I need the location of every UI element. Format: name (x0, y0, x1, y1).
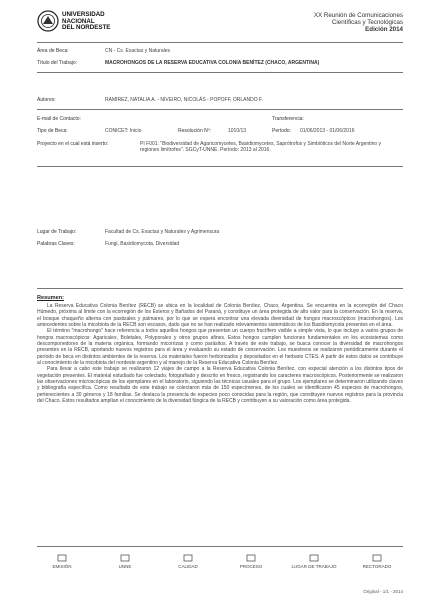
stamp-icon (57, 554, 67, 562)
title-label: Título del Trabajo: (37, 60, 78, 66)
conference-edition: Edición 2014 (365, 26, 403, 34)
footer-emision (32, 554, 92, 569)
period-label: Período: (272, 128, 291, 134)
conference-line2: Científicas y Tecnológicas (331, 19, 403, 27)
footer-calidad (158, 554, 218, 569)
resolution-value: 1010/13 (228, 128, 247, 134)
header-divider (37, 42, 403, 43)
university-name (62, 12, 110, 32)
university-line1: UNIVERSIDAD (62, 11, 105, 18)
footer-rectorado-label: RECTORADO (362, 564, 392, 569)
abstract-paragraph-1: La Reserva Educativa Colonia Benítez (RECB) se ubica en la localidad de Colonia Benítez, Chaco, Argentina. Se encuentra en la ecorregión del Chaco Húmedo, próxima al límite con la ecorregión de los Esteros y Bañados del Paraná, y constituye un área protegida de alto valor para la conservación. En la reserva, el bosque chaqueño alterna con pastizales y palmares, por lo que se espera encontrar una elevada diversidad de hongos macroscópicos (macrohongos). Los antecedentes sobre la micobiota de la RECB son escasos, dado que no se han realizado relevamientos sistemáticos de los Basidiomycota presentes en el área. (37, 303, 403, 329)
project-label: Proyecto en el cual está inserto: (37, 141, 109, 147)
period-value: 01/06/2013 - 01/06/2016 (300, 128, 355, 134)
title-value: MACROHONGOS DE LA RESERVA EDUCATIVA COLONIA BENÍTEZ (CHACO, ARGENTINA) (105, 60, 320, 66)
workplace-label: Lugar de Trabajo: (37, 229, 77, 235)
footer-emision-label: EMISIÓN (52, 564, 72, 569)
contact-label: E-mail de Contacto: (37, 116, 81, 122)
conference-line1: XX Reunión de Comunicaciones (313, 12, 403, 19)
footer-lugar (284, 554, 344, 569)
university-line2: NACIONAL (62, 17, 95, 25)
abstract-title: Resumen: (37, 295, 65, 301)
project-value: PI F001: "Biodiversidad de Agaricomycetes, Basidiomycetes, Saprótrofos y Simbióticos del Norte Argentino y regiones limítrofes". SGCyT-UNNE. Período: 2013 al 2016. (140, 141, 382, 154)
footer-proceso-label: PROCESO (239, 564, 263, 569)
footer-proceso (221, 554, 281, 569)
footer-lugar-label: LUGAR DE TRABAJO (291, 564, 337, 569)
footer-divider (37, 546, 403, 547)
footer-calidad-label: CALIDAD (178, 564, 198, 569)
abstract-paragraph-3: Para llevar a cabo este trabajo se realizaron 12 viajes de campo a la Reserva Educativa Colonia Benítez, con especial atención a los distintos tipos de vegetación presentes. El material estudiado fue colectado, fotografiado y descrito en fresco, registrando los caracteres macroscópicos. Posteriormente se realizaron las observaciones microscópicas de los ejemplares en el laboratorio, siguiendo las técnicas usuales para el grupo. Los ejemplares se determinaron utilizando claves y bibliografía específica. Como resultado de este trabajo se colectaron más de 150 especímenes, de los cuales se identificaron 45 especies de macrohongos, pertenecientes a 30 géneros y 18 familias. Se destaca la presencia de especies poco conocidas para la región, que constituyen nuevos registros para la provincia del Chaco. Estos resultados amplían el conocimiento de la diversidad fúngica de la RECB y contribuyen a su valoración como área protegida. (37, 366, 403, 405)
divider-3 (37, 166, 403, 167)
keywords-label: Palabras Claves: (37, 241, 75, 247)
footer-unne (95, 554, 155, 569)
resolution-label: Resolución Nº: (178, 128, 211, 134)
divider-2 (37, 109, 403, 110)
footer-rectorado (347, 554, 407, 569)
footer-unne-label: UNNE (118, 564, 132, 569)
stamp-icon (246, 554, 256, 562)
workplace-value: Facultad de Cs. Exactas y Naturales y Agrimensura (105, 229, 220, 235)
beca-type-label: Tipo de Beca: (37, 128, 68, 134)
stamp-icon (183, 554, 193, 562)
university-line3: DEL NORDESTE (62, 24, 111, 32)
abstract-paragraph-2: El término "macrohongo" hace referencia a todos aquellos hongos que presentan un cuerpo fructífero visible a simple vista, lo que incluye a varios grupos de hongos macroscópicos: Agaricales, Boletales, Polyporales y otros grupos afines. Estos hongos cumplen funciones fundamentales en los ecosistemas como descomponedores de la materia orgánica, formando micorrizas y como parásitos. A través de este trabajo, se busca conocer la diversidad de macrohongos presentes en la RECB, aportando nuevos registros para el área y evaluando su estado de conservación. Los muestreos se realizaron periódicamente durante el período de beca en distintos ambientes de la reserva. Los materiales fueron herborizados y depositados en el herbario CTES. A partir de estos datos se contribuye al conocimiento de la micobiota del nordeste argentino y al manejo de la Reserva Educativa Colonia Benítez. (37, 328, 403, 367)
stamp-icon (372, 554, 382, 562)
authors-value: RAMIREZ, NATALIA A. - NIVEIRO, NICOLÁS - POPOFF, ORLANDO F. (105, 97, 263, 103)
authors-label: Autores: (37, 97, 56, 103)
stamp-icon (309, 554, 319, 562)
divider-4 (37, 288, 403, 289)
university-logo-icon (37, 10, 59, 32)
abstract-body (37, 303, 403, 405)
divider-1 (37, 72, 403, 73)
area-value: CN - Cs. Exactas y Naturales (105, 48, 171, 54)
transfer-label: Transferencia: (272, 116, 304, 122)
conference-header (314, 12, 403, 34)
keywords-value: Fungi, Basidiomycota, Diversidad (105, 241, 180, 247)
beca-type-value: CONICET: Inicio (105, 128, 142, 134)
stamp-icon (120, 554, 130, 562)
footer-note: Original - 1/1 - 2014 (363, 589, 403, 594)
area-label: Área de Beca: (37, 48, 69, 54)
